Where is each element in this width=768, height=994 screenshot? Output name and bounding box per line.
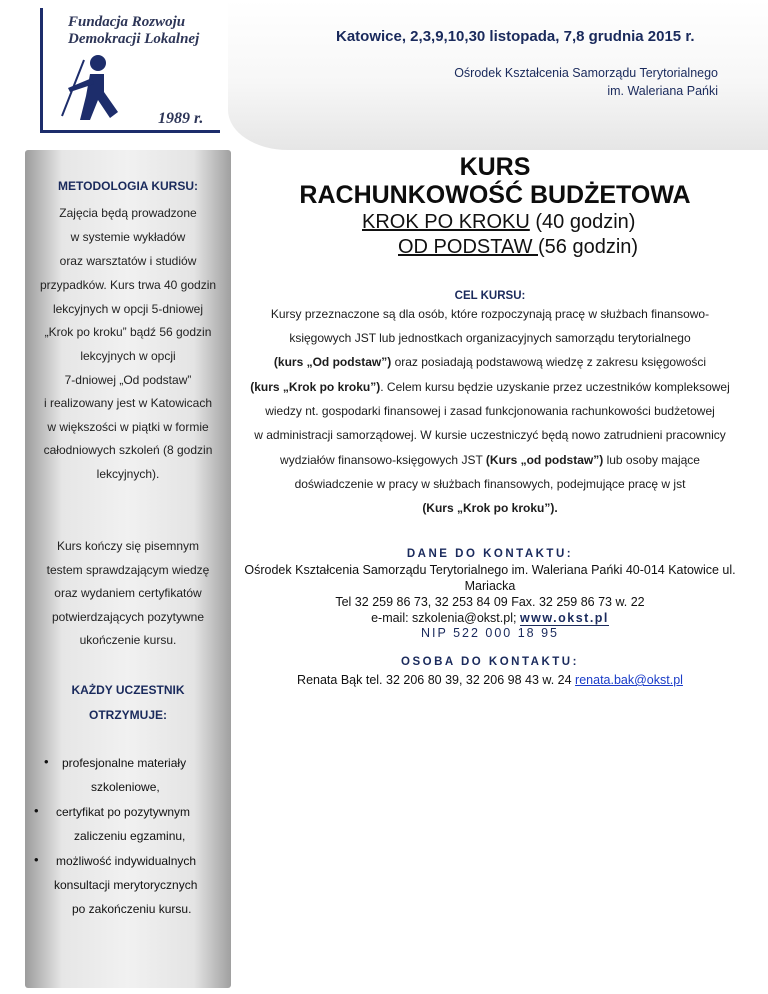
- course-goal-line: [235, 453, 745, 467]
- benefit-item: certyfikat po pozytywnym: [56, 805, 191, 819]
- methodology-line: Zajęcia będą prowadzone: [59, 206, 197, 220]
- methodology-line: „Krok po kroku” bądź 56 godzin: [44, 325, 212, 339]
- participant-heading: KAŻDY UCZESTNIK: [71, 683, 185, 697]
- methodology-line: przypadków. Kurs trwa 40 godzin: [39, 278, 217, 292]
- methodology-line: w większości w piątki w formie: [47, 420, 209, 434]
- course-goal-line: wiedzy nt. gospodarki finansowej i zasad funkcjonowania rachunkowości budżetowej: [265, 404, 715, 418]
- website-link[interactable]: www.okst.pl: [519, 611, 609, 625]
- contact-street: Mariacka: [464, 579, 516, 593]
- foundation-logo: [40, 6, 230, 136]
- benefit-item: możliwość indywidualnych: [56, 854, 197, 868]
- contact-person-line: [235, 673, 745, 687]
- option-step-by-step: [362, 211, 635, 234]
- methodology-line: całodniowych szkoleń (8 godzin: [43, 443, 213, 457]
- logo-bottom-bar: [40, 130, 220, 133]
- bullet-icon: •: [34, 803, 39, 818]
- exam-line: oraz wydaniem certyfikatów: [54, 586, 202, 600]
- logo-left-bar: [40, 8, 43, 132]
- course-goal-bold: (kurs „Krok po kroku”): [250, 380, 381, 394]
- course-goal-line: księgowych JST lub jednostkach organizacyjnych samorządu terytorialnego: [289, 331, 691, 345]
- methodology-line: w systemie wykładów: [70, 230, 186, 244]
- methodology-line: lekcyjnych).: [96, 467, 160, 481]
- methodology-line: lekcyjnych w opcji 5-dniowej: [52, 302, 204, 316]
- course-goal-line: [235, 355, 745, 369]
- methodology-line: oraz warsztatów i studiów: [59, 254, 197, 268]
- course-goal-bold: (kurs „Od podstaw”): [273, 355, 392, 369]
- course-goal-line: doświadczenie w pracy w służbach finansowych, podejmujące pracę w jst: [294, 477, 686, 491]
- option-hours: (56 godzin): [538, 236, 639, 258]
- contact-address: Ośrodek Kształcenia Samorządu Terytorialnego im. Waleriana Pańki 40-014 Katowice ul.: [244, 563, 736, 577]
- methodology-heading: METODOLOGIA KURSU:: [58, 179, 198, 193]
- course-goal-text: . Celem kursu będzie uzyskanie przez uczestników kompleksowej: [380, 380, 730, 394]
- course-goal-text: lub osoby mające: [603, 453, 700, 467]
- course-goal-bold: (Kurs „od podstaw”): [485, 453, 604, 467]
- contact-email: e-mail: szkolenia@okst.pl;: [371, 611, 520, 625]
- benefit-item-continued: po zakończeniu kursu.: [72, 902, 192, 916]
- course-goal-text: oraz posiadają podstawową wiedzę z zakresu księgowości: [391, 355, 707, 369]
- logo-year: 1989 r.: [158, 110, 204, 127]
- course-goal-heading: CEL KURSU:: [454, 290, 526, 302]
- person-figure-icon: [54, 46, 124, 126]
- bullet-icon: •: [34, 852, 39, 867]
- exam-line: Kurs kończy się pisemnym: [56, 539, 200, 553]
- contact-person-heading: OSOBA DO KONTAKTU:: [401, 656, 579, 668]
- exam-line: potwierdzających pozytywne: [51, 610, 205, 624]
- benefit-item-continued: zaliczeniu egzaminu,: [74, 829, 186, 843]
- methodology-line: 7-dniowej „Od podstaw”: [64, 373, 192, 387]
- tax-id: NIP 522 000 18 95: [420, 626, 560, 640]
- exam-line: ukończenie kursu.: [79, 633, 177, 647]
- course-goal-text: wydziałów finansowo-księgowych JST: [280, 453, 486, 467]
- option-from-basics: [398, 236, 638, 259]
- contact-phone: Tel 32 259 86 73, 32 253 84 09 Fax. 32 259 86 73 w. 22: [335, 595, 645, 609]
- benefit-item-continued: konsultacji merytorycznych: [54, 878, 198, 892]
- option-name: OD PODSTAW: [398, 236, 538, 258]
- bullet-icon: •: [44, 754, 49, 769]
- course-goal-line: Kursy przeznaczone są dla osób, które rozpoczynają pracę w służbach finansowo-: [270, 307, 710, 321]
- option-hours: (40 godzin): [529, 211, 636, 233]
- organizer-line2: im. Waleriana Pańki: [607, 84, 718, 98]
- participant-heading: OTRZYMUJE:: [89, 708, 167, 722]
- exam-line: testem sprawdzającym wiedzę: [46, 563, 210, 577]
- methodology-line: lekcyjnych w opcji: [80, 349, 176, 363]
- course-goal-line: (Kurs „Krok po kroku”).: [422, 501, 558, 515]
- organizer-line1: Ośrodek Kształcenia Samorządu Terytorialnego: [454, 66, 718, 80]
- logo-name-line1: Fundacja Rozwoju: [68, 14, 186, 30]
- option-name: KROK PO KROKU: [362, 211, 530, 233]
- course-goal-line: w administracji samorządowej. W kursie uczestniczyć będą nowo zatrudnieni pracownicy: [254, 428, 726, 442]
- benefit-item-continued: szkoleniowe,: [91, 780, 160, 794]
- contact-person-email-link[interactable]: renata.bak@okst.pl: [575, 673, 683, 687]
- contact-heading: DANE DO KONTAKTU:: [406, 548, 574, 560]
- course-title-kurs: KURS: [459, 153, 531, 181]
- contact-person-text: Renata Bąk tel. 32 206 80 39, 32 206 98 43 w. 24: [297, 673, 576, 687]
- contact-email-line: [235, 611, 745, 625]
- benefit-item: profesjonalne materiały: [62, 756, 187, 770]
- course-goal-line: [235, 380, 745, 394]
- course-title: RACHUNKOWOŚĆ BUDŻETOWA: [299, 181, 691, 209]
- course-dates: Katowice, 2,3,9,10,30 listopada, 7,8 grudnia 2015 r.: [336, 28, 695, 45]
- methodology-line: i realizowany jest w Katowicach: [43, 396, 213, 410]
- organizer-name: [380, 64, 718, 100]
- logo-name-line2: Demokracji Lokalnej: [68, 31, 200, 47]
